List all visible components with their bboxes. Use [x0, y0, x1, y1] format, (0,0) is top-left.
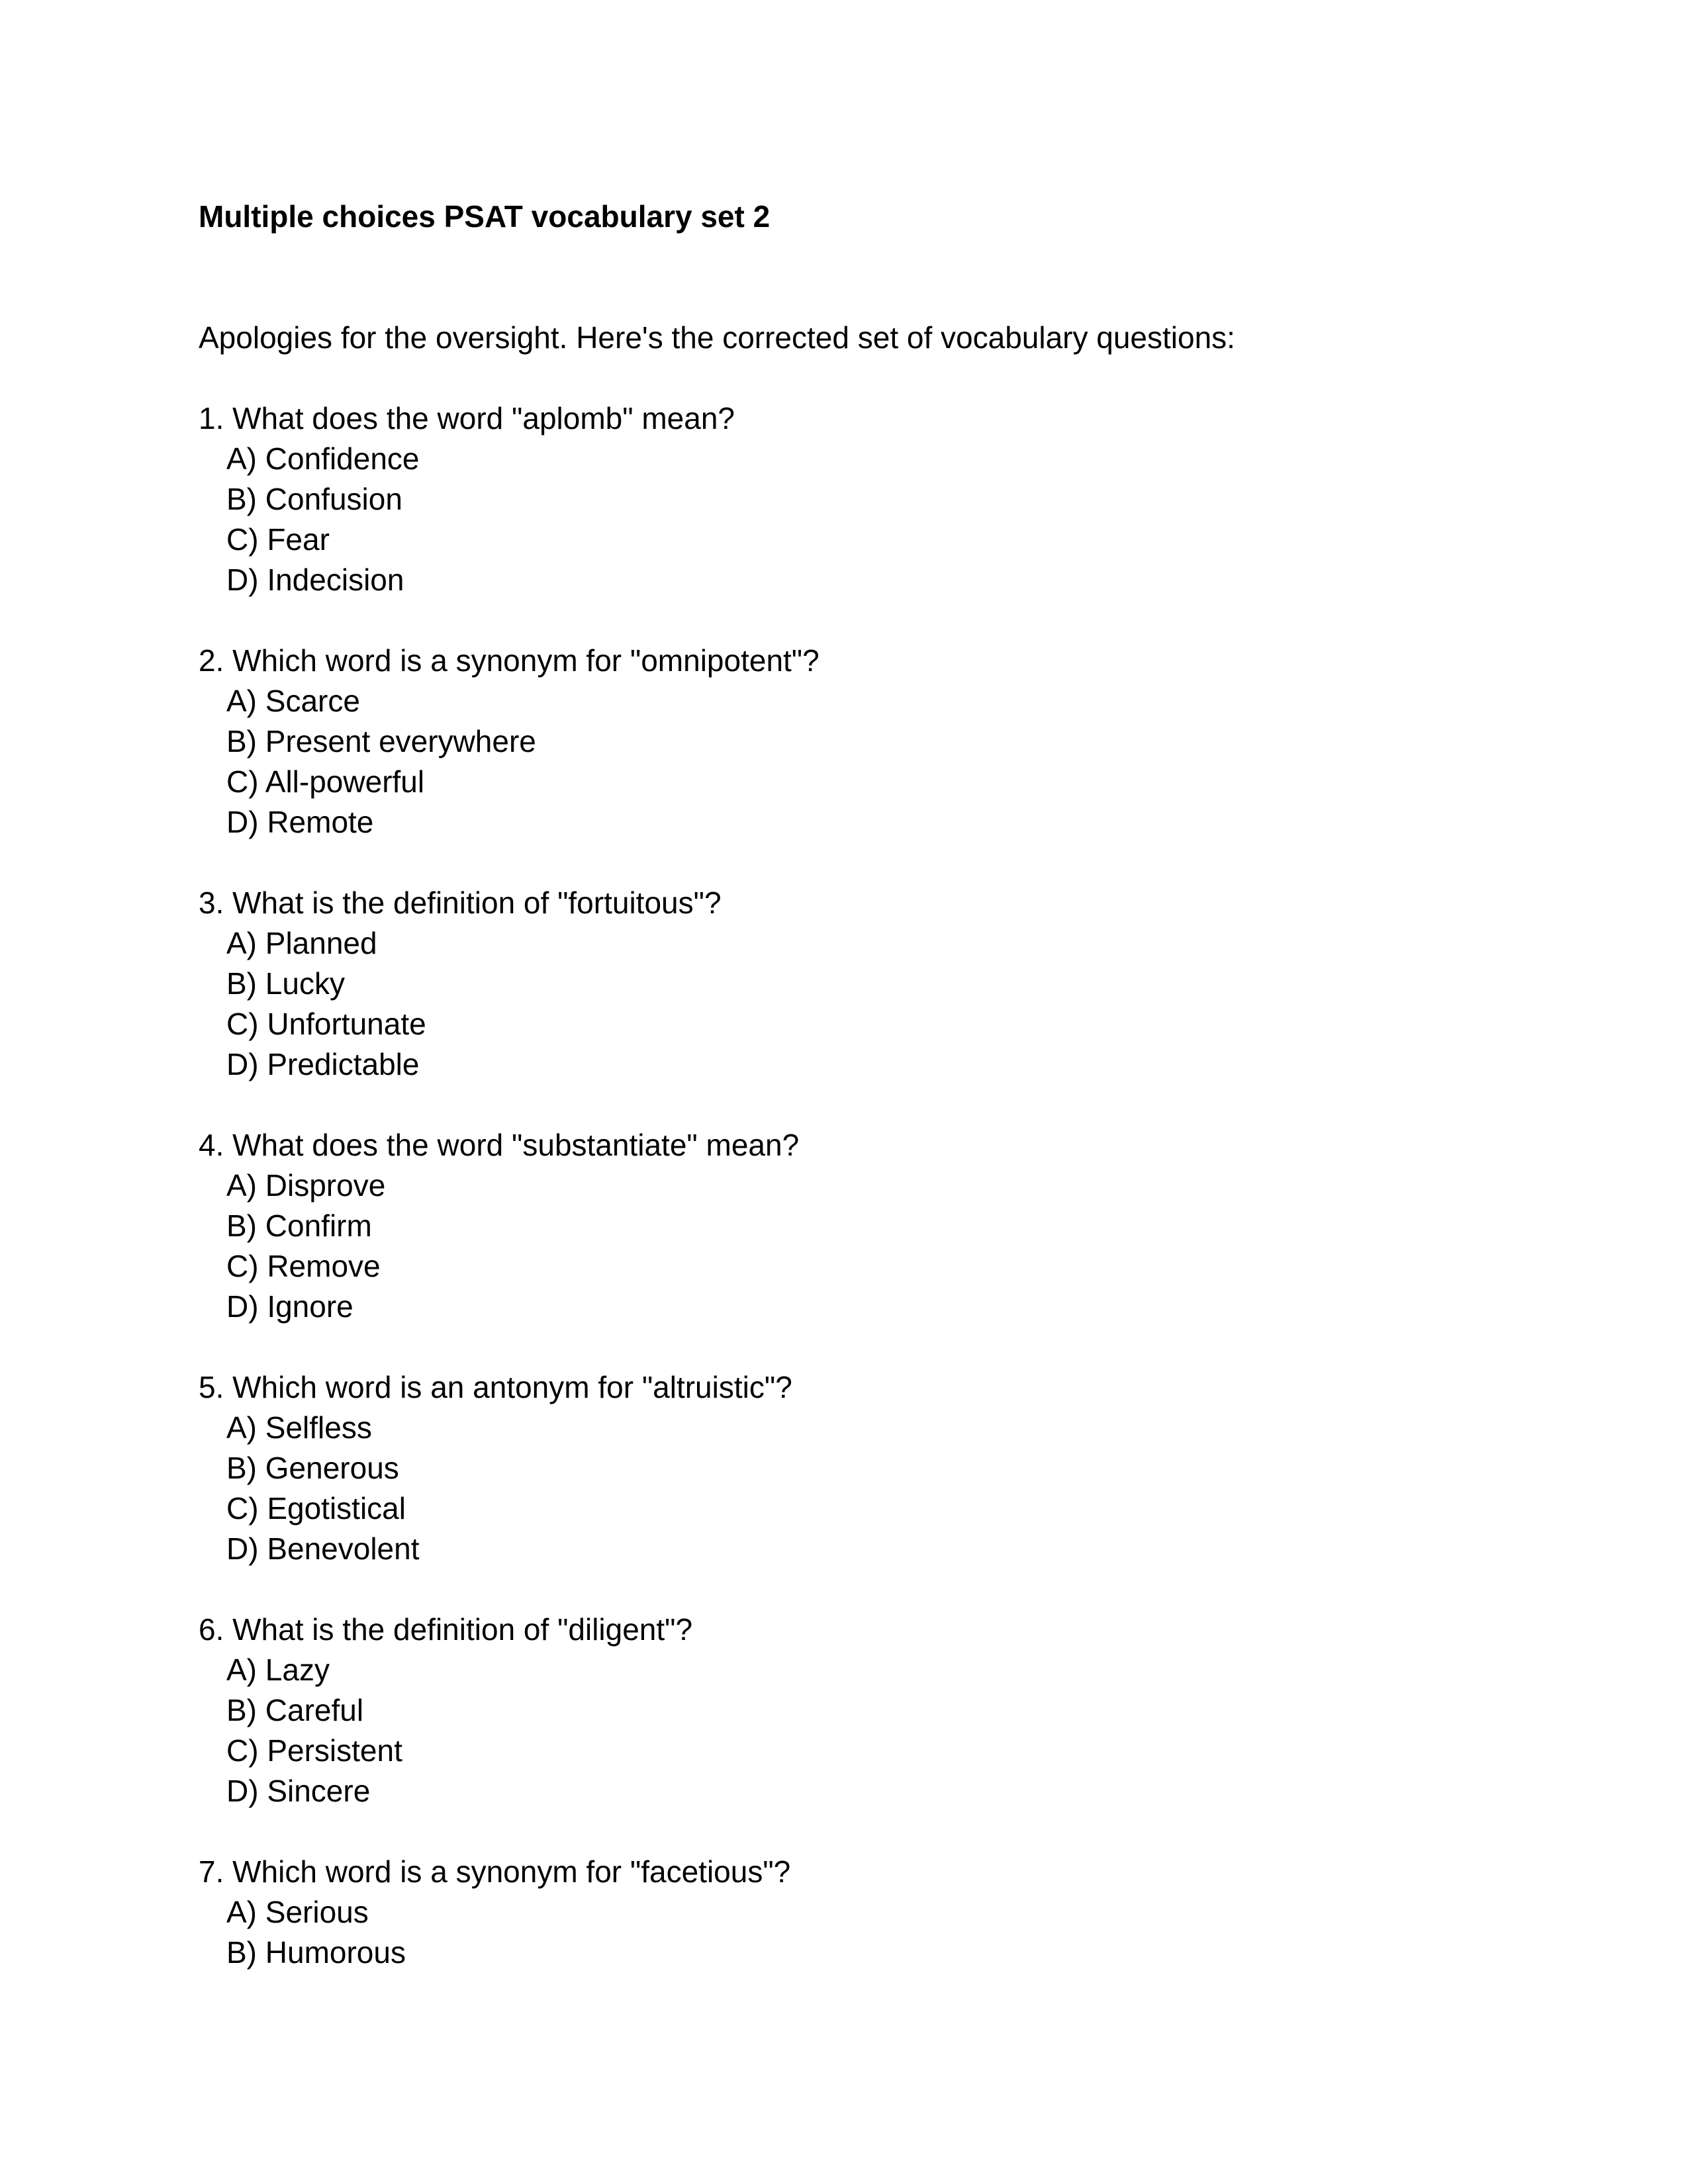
answer-option: A) Serious: [226, 1895, 369, 1929]
answer-option: C) Fear: [226, 522, 330, 557]
answer-option: B) Generous: [226, 1451, 399, 1485]
answer-option: A) Selfless: [226, 1410, 372, 1445]
answer-option: A) Planned: [226, 926, 377, 960]
question-prompt: 3. What is the definition of "fortuitous"?: [199, 886, 722, 920]
question-block-2: [199, 641, 1489, 842]
question-block-6: [199, 1610, 1489, 1811]
document-content: [199, 197, 1489, 2013]
answer-option: B) Confirm: [226, 1208, 372, 1243]
question-prompt: 2. Which word is a synonym for "omnipotent"?: [199, 643, 820, 678]
question-prompt: 4. What does the word "substantiate" mean?: [199, 1128, 800, 1162]
question-prompt: 6. What is the definition of "diligent"?: [199, 1612, 693, 1647]
answer-option: D) Remote: [226, 805, 374, 839]
answer-option: C) Egotistical: [226, 1491, 406, 1525]
question-block-5: [199, 1367, 1489, 1569]
answer-option: D) Predictable: [226, 1047, 420, 1081]
answer-option: D) Ignore: [226, 1289, 353, 1324]
answer-option: B) Confusion: [226, 482, 402, 516]
question-block-3: [199, 883, 1489, 1085]
answer-option: B) Humorous: [226, 1935, 406, 1970]
question-block-7: [199, 1852, 1489, 1973]
answer-option: D) Indecision: [226, 563, 404, 597]
answer-option: D) Sincere: [226, 1774, 371, 1808]
answer-option: C) Remove: [226, 1249, 381, 1283]
document-title: Multiple choices PSAT vocabulary set 2: [199, 199, 771, 234]
question-block-4: [199, 1125, 1489, 1327]
question-prompt: 7. Which word is a synonym for "facetious"?: [199, 1854, 791, 1889]
answer-option: A) Lazy: [226, 1653, 330, 1687]
answer-option: C) Unfortunate: [226, 1007, 426, 1041]
question-prompt: 1. What does the word "aplomb" mean?: [199, 401, 735, 435]
answer-option: A) Scarce: [226, 684, 360, 718]
answer-option: D) Benevolent: [226, 1531, 420, 1566]
answer-option: A) Confidence: [226, 441, 420, 476]
answer-option: C) All-powerful: [226, 764, 425, 799]
answer-option: A) Disprove: [226, 1168, 386, 1203]
answer-option: B) Present everywhere: [226, 724, 536, 758]
answer-option: B) Careful: [226, 1693, 364, 1727]
intro-text: Apologies for the oversight. Here's the corrected set of vocabulary questions:: [199, 320, 1235, 355]
question-prompt: 5. Which word is an antonym for "altruistic"?: [199, 1370, 792, 1404]
question-block-1: [199, 398, 1489, 600]
answer-option: C) Persistent: [226, 1733, 402, 1768]
answer-option: B) Lucky: [226, 966, 345, 1001]
